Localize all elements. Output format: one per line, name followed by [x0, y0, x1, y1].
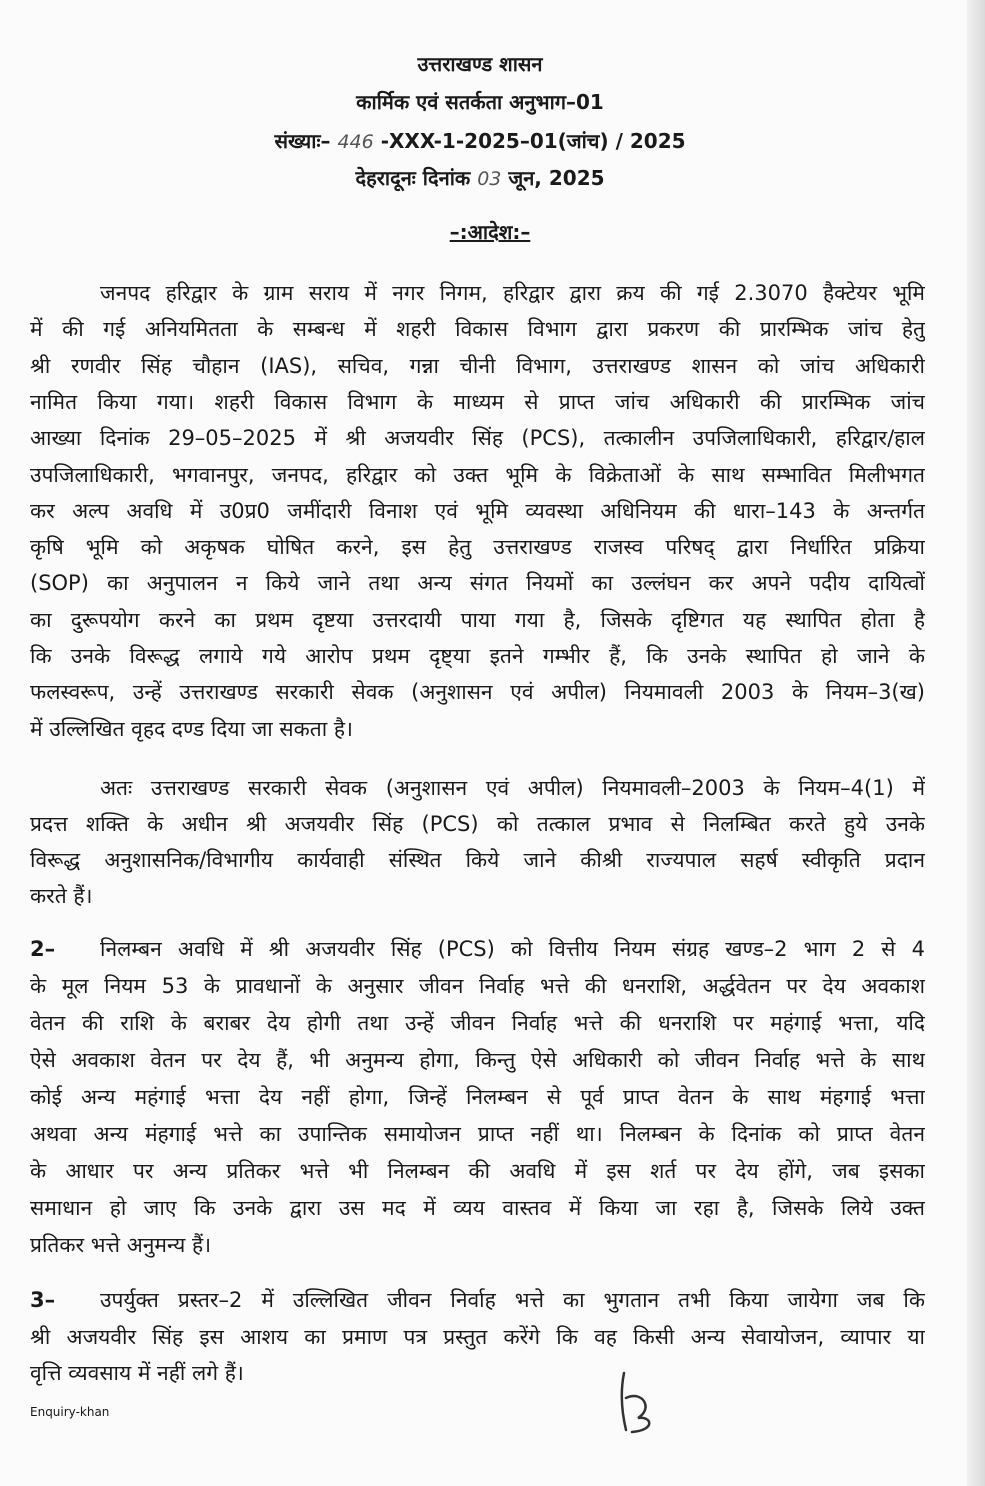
ref-suffix: -XXX-1-2025–01(जांच) / 2025 [380, 129, 686, 153]
text-line: जनपद हरिद्वार के ग्राम सराय में नगर निगम, हरिद्वार द्वारा क्रय की गई 2.3070 हैक्टेयर भूमि [100, 281, 925, 305]
government-name: उत्तराखण्ड शासन [417, 52, 543, 76]
text-line: के आधार पर अन्य प्रतिकर भत्ते भी निलम्बन की अवधि में इस शर्त पर देय होंगे, जब इसका [30, 1159, 925, 1183]
text-line: श्री रणवीर सिंह चौहान (IAS), सचिव, गन्ना चीनी विभाग, उत्तराखण्ड शासन को जांच अधिकारी [30, 354, 925, 378]
text-line: अतः उत्तराखण्ड सरकारी सेवक (अनुशासन एवं अपील) नियमावली–2003 के नियम–4(1) में [100, 776, 925, 800]
text-line: उपर्युक्त प्रस्तर–2 में उल्लिखित जीवन निर्वाह भत्ते का भुगतान तभी किया जायेगा जब कि [100, 1288, 925, 1312]
text-line: कर अल्प अवधि में उ0प्र0 जमींदारी विनाश एवं भूमि व्यवस्था अधिनियम की धारा–143 के अन्तर्गत [30, 499, 925, 523]
text-line: उपजिलाधिकारी, भगवानपुर, जनपद, हरिद्वार को उक्त भूमि के विक्रेताओं के साथ सम्भावित मिलीभगत [30, 463, 925, 487]
text-line: के मूल नियम 53 के प्रावधानों के अनुसार जीवन निर्वाह भत्ते की धनराशि, अर्द्धवेतन पर देय अवकाश [30, 974, 925, 998]
text-line: करते हैं। [30, 884, 93, 908]
date-prefix: देहरादूनः दिनांक [355, 166, 471, 190]
text-line: श्री अजयवीर सिंह इस आशय का प्रमाण पत्र प्रस्तुत करेंगे कि वह किसी अन्य सेवायोजन, व्यापार या [30, 1325, 925, 1349]
text-line: समाधान हो जाए कि उनके द्वारा उस मद में व्यय वास्तव में किया जा रहा है, जिसके लिये उक्त [30, 1196, 925, 1220]
date-line [0, 164, 960, 193]
reference-number [0, 127, 960, 156]
text-line: में उल्लिखित वृहद दण्ड दिया जा सकता है। [30, 717, 353, 741]
text-line: कृषि भूमि को अकृषक घोषित करने, इस हेतु उत्तराखण्ड राजस्व परिषद् द्वारा निर्धारित प्रक्रिया [30, 535, 925, 559]
text-line: आख्या दिनांक 29–05–2025 में श्री अजयवीर सिंह (PCS), तत्कालीन उपजिलाधिकारी, हरिद्वार/हाल [30, 426, 925, 450]
text-line: ऐसे अवकाश वेतन पर देय हैं, भी अनुमन्य होगा, किन्तु ऐसे अधिकारी को जीवन निर्वाह भत्ते के साथ [30, 1048, 925, 1072]
department-name: कार्मिक एवं सतर्कता अनुभाग–01 [356, 90, 604, 114]
text-line: वेतन की राशि के बराबर देय होगी तथा उन्हें जीवन निर्वाह भत्ते की धनराशि पर महंगाई भत्ता, यदि [30, 1011, 925, 1035]
text-line: प्रदत्त शक्ति के अधीन श्री अजयवीर सिंह (PCS) को तत्काल प्रभाव से निलम्बित करते हुये उनके [30, 812, 925, 836]
text-line: का दुरूपयोग करने का प्रथम दृष्टया उत्तरदायी पाया गया है, जिसके दृष्टिगत यह स्थापित होता है [30, 608, 925, 632]
date-handwritten: 03 [477, 168, 502, 190]
text-line: प्रतिकर भत्ते अनुमन्य हैं। [30, 1233, 212, 1257]
ref-handwritten: 446 [337, 131, 374, 153]
text-line: वृत्ति व्यवसाय में नहीं लगे हैं। [30, 1361, 244, 1385]
text-line: अथवा अन्य मंहगाई भत्ते का उपान्तिक समायोजन प्राप्त नहीं था। निलम्बन के दिनांक को प्राप्त वेतन [30, 1122, 925, 1146]
text-line: विरूद्ध अनुशासनिक/विभागीय कार्यवाही संस्थित किये जाने कीश्री राज्यपाल सहर्ष स्वीकृति प्रदान [30, 848, 925, 872]
text-line: (SOP) का अनुपालन न किये जाने तथा अन्य संगत नियमों का उल्लंघन कर अपने पदीय दायित्वों [30, 571, 925, 595]
text-line: फलस्वरूप, उन्हें उत्तराखण्ड सरकारी सेवक (अनुशासन एवं अपील) नियमावली 2003 के नियम–3(ख) [30, 680, 925, 704]
text-line: नामित किया गया। शहरी विकास विभाग के माध्यम से प्राप्त जांच अधिकारी की प्रारम्भिक जांच [30, 390, 925, 414]
signature [612, 1368, 662, 1438]
text-line: में की गई अनियमितता के सम्बन्ध में शहरी विकास विभाग द्वारा प्रकरण की प्रारम्भिक जांच हेतु [30, 317, 925, 341]
text-line: निलम्बन अवधि में श्री अजयवीर सिंह (PCS) को वित्तीय नियम संग्रह खण्ड–2 भाग 2 से 4 [100, 937, 925, 961]
order-title: –:आदेश:– [449, 220, 531, 244]
text-line: कोई अन्य महंगाई भत्ता देय नहीं होगा, जिन्हें निलम्बन से पूर्व प्राप्त वेतन के साथ मंहगाई भत्ता [30, 1085, 925, 1109]
text-line: कि उनके विरूद्ध लगाये गये आरोप प्रथम दृष्ट्या इतने गम्भीर हैं, कि उनके स्थापित हो जाने के [30, 644, 925, 668]
ref-prefix: संख्याः– [274, 129, 331, 153]
file-note: Enquiry-khan [30, 1405, 110, 1419]
paragraph-number: 2– [30, 937, 56, 961]
paragraph-number: 3– [30, 1288, 56, 1312]
date-suffix: जून, 2025 [508, 166, 605, 190]
